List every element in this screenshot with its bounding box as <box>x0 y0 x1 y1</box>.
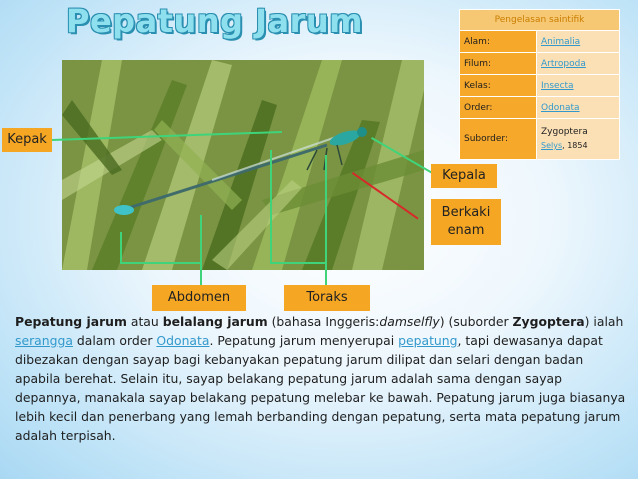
abdomen-pointer-v1 <box>120 232 122 262</box>
term-belalang-jarum: belalang jarum <box>162 314 268 329</box>
toraks-pointer-down <box>325 262 327 286</box>
taxonomy-row <box>460 53 620 75</box>
abdomen-pointer-h <box>120 262 202 264</box>
damselfly-photo <box>62 60 424 270</box>
taxonomy-header: Pengelasan saintifik <box>460 10 620 31</box>
link-odonata[interactable]: Odonata <box>156 333 210 348</box>
taxonomy-key: Order: <box>460 97 537 119</box>
label-abdomen: Abdomen <box>152 285 246 311</box>
text: dalam order <box>72 333 157 348</box>
taxonomy-key: Kelas: <box>460 75 537 97</box>
abdomen-pointer-down <box>200 262 202 286</box>
label-kepala: Kepala <box>431 164 497 188</box>
link-pepatung[interactable]: pepatung <box>398 333 458 348</box>
taxonomy-row <box>460 97 620 119</box>
suborder-year: , 1854 <box>562 141 588 150</box>
toraks-pointer-h <box>270 262 327 264</box>
link-serangga[interactable]: serangga <box>15 333 73 348</box>
taxonomy-key: Alam: <box>460 31 537 53</box>
page-title: Pepatung Jarum <box>66 2 363 40</box>
taxonomy-row <box>460 31 620 53</box>
text: atau <box>126 314 163 329</box>
label-toraks: Toraks <box>284 285 370 311</box>
taxonomy-key: Filum: <box>460 53 537 75</box>
term-zygoptera: Zygoptera <box>512 314 585 329</box>
taxonomy-link-animalia[interactable]: Animalia <box>537 31 620 53</box>
taxonomy-link-artropoda[interactable]: Artropoda <box>537 53 620 75</box>
description-paragraph <box>15 312 627 445</box>
text: , tapi dewasanya dapat dibezakan dengan sayap bagi kebanyakan pepatung jarum dilipat dan selari dengan badan apabila berehat. Selain itu, sayap belakang pepatung jarum adalah sama dengan sayap depannya, manakala sayap belakang pepatung melebar ke bawah. Pepatung jarum juga biasanya lebih kecil dan penerbang yang lemah berbanding dengan pepatung, serta mata pepatung jarum adalah terpisah. <box>15 333 626 443</box>
label-kepak: Kepak <box>2 128 52 152</box>
taxonomy-link-insecta[interactable]: Insecta <box>537 75 620 97</box>
suborder-author <box>541 139 615 153</box>
label-berkaki-enam <box>431 199 501 245</box>
label-berkaki-line1: Berkaki <box>441 205 491 220</box>
toraks-pointer-v1 <box>270 150 272 264</box>
taxonomy-row <box>460 75 620 97</box>
taxonomy-table <box>459 9 620 160</box>
term-damselfly: damselfly <box>379 314 440 329</box>
abdomen-pointer-v2 <box>200 215 202 264</box>
taxonomy-suborder-value <box>537 119 620 160</box>
suborder-name: Zygoptera <box>541 127 588 137</box>
text: ) ialah <box>584 314 624 329</box>
taxonomy-key: Suborder: <box>460 119 537 160</box>
term-pepatung-jarum: Pepatung jarum <box>15 314 127 329</box>
text: . Pepatung jarum menyerupai <box>209 333 399 348</box>
text: ) (suborder <box>439 314 513 329</box>
taxonomy-link-odonata[interactable]: Odonata <box>537 97 620 119</box>
taxonomy-row <box>460 119 620 160</box>
label-berkaki-line2: enam <box>447 223 485 238</box>
text: (bahasa Inggeris: <box>267 314 380 329</box>
toraks-pointer-v2 <box>325 155 327 264</box>
selys-link[interactable]: Selys <box>541 141 563 150</box>
